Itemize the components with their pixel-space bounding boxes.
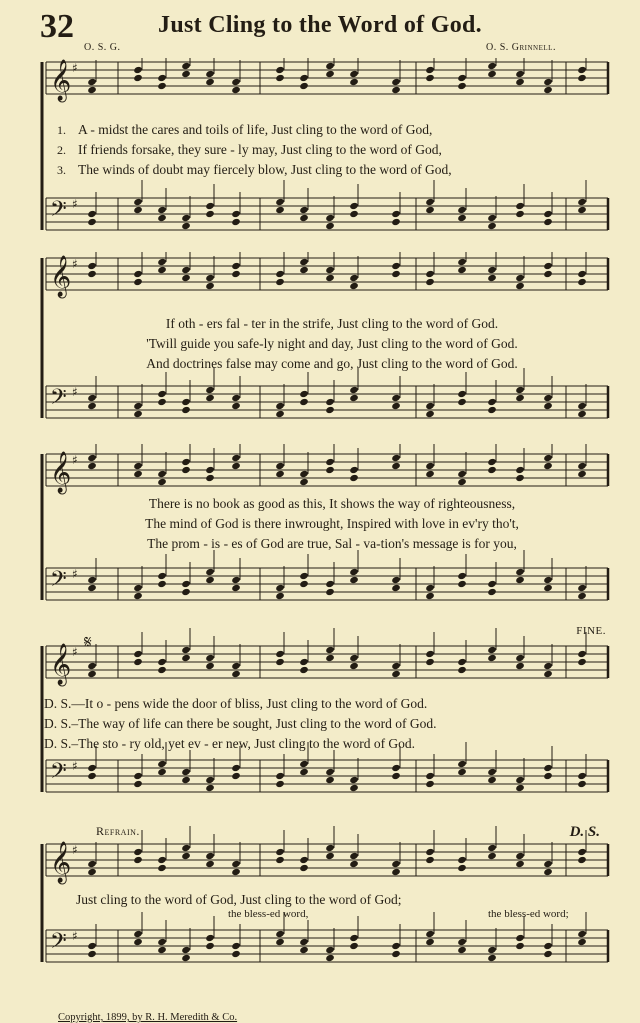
svg-text:♯: ♯ — [72, 843, 78, 857]
music-system-3 — [0, 444, 640, 634]
verse-line: 3. The winds of doubt may fiercely blow, Just cling to the word of God, — [57, 162, 452, 177]
verse-line: The mind of God is there inwrought, Inspired with love in ev'ry tho't, — [145, 516, 519, 531]
verse-line: 2. If friends forsake, they sure - ly may, Just cling to the word of God, — [57, 142, 442, 157]
svg-text:♯: ♯ — [72, 453, 78, 467]
music-system-2 — [0, 252, 640, 442]
svg-text:𝄞: 𝄞 — [50, 256, 72, 297]
staff-pair — [0, 820, 640, 1020]
svg-text:𝄢: 𝄢 — [50, 759, 67, 789]
svg-text:𝄢: 𝄢 — [50, 197, 67, 227]
tune-label: O. S. G. — [84, 42, 121, 53]
svg-text:♯: ♯ — [72, 257, 78, 271]
segno-sign: 𝄋 — [84, 632, 93, 652]
svg-text:♯: ♯ — [72, 929, 78, 943]
verse-line: 1. A - midst the cares and toils of life, Just cling to the word of God, — [57, 122, 433, 137]
verse-line: D. S.–The sto - ry old, yet ev - er new, Just cling to the word of God. — [44, 736, 416, 751]
svg-text:𝄞: 𝄞 — [50, 60, 72, 101]
svg-text:♯: ♯ — [72, 759, 78, 773]
svg-text:♯: ♯ — [72, 61, 78, 75]
svg-text:♯: ♯ — [72, 197, 78, 211]
svg-text:𝄞: 𝄞 — [50, 644, 72, 685]
fine-mark: FINE. — [576, 625, 606, 637]
composer-credit: O. S. Grinnell. — [486, 42, 556, 53]
ds-mark: D. S. — [569, 824, 600, 840]
music-system-4 — [0, 622, 640, 822]
svg-text:𝄞: 𝄞 — [50, 842, 72, 883]
svg-text:𝄞: 𝄞 — [50, 452, 72, 493]
svg-text:♯: ♯ — [72, 645, 78, 659]
refrain-alto-words: the bless-ed word, — [228, 908, 309, 920]
page-number: 32 — [40, 8, 74, 45]
verse-line: D. S.–The way of life can there be sought, Just cling to the word of God. — [44, 716, 437, 731]
svg-text:♯: ♯ — [72, 567, 78, 581]
svg-text:♯: ♯ — [72, 385, 78, 399]
svg-text:𝄢: 𝄢 — [50, 929, 67, 959]
hymn-title: Just Cling to the Word of God. — [158, 12, 482, 38]
refrain-system — [0, 820, 640, 1020]
verse-line: And doctrines false may come and go, Just cling to the word of God. — [146, 356, 518, 371]
refrain-alto-words: the bless-ed word; — [488, 908, 569, 920]
refrain-line: Just cling to the word of God, Just cling to the word of God; — [76, 892, 402, 907]
svg-text:𝄢: 𝄢 — [50, 385, 67, 415]
copyright-notice: Copyright, 1899, by R. H. Meredith & Co. — [58, 1012, 238, 1023]
svg-text:𝄢: 𝄢 — [50, 567, 67, 597]
verse-line: If oth - ers fal - ter in the strife, Just cling to the word of God. — [165, 316, 499, 331]
verse-line: D. S.—It o - pens wide the door of bliss, Just cling to the word of God. — [44, 696, 428, 711]
refrain-label: Refrain. — [96, 824, 140, 838]
verse-line: 'Twill guide you safe-ly night and day, Just cling to the word of God. — [146, 336, 518, 351]
verse-line: The prom - is - es of God are true, Sal - va-tion's message is for you, — [147, 536, 517, 551]
music-system-1 — [0, 58, 640, 248]
verse-line: There is no book as good as this, It shows the way of righteousness, — [148, 496, 516, 511]
